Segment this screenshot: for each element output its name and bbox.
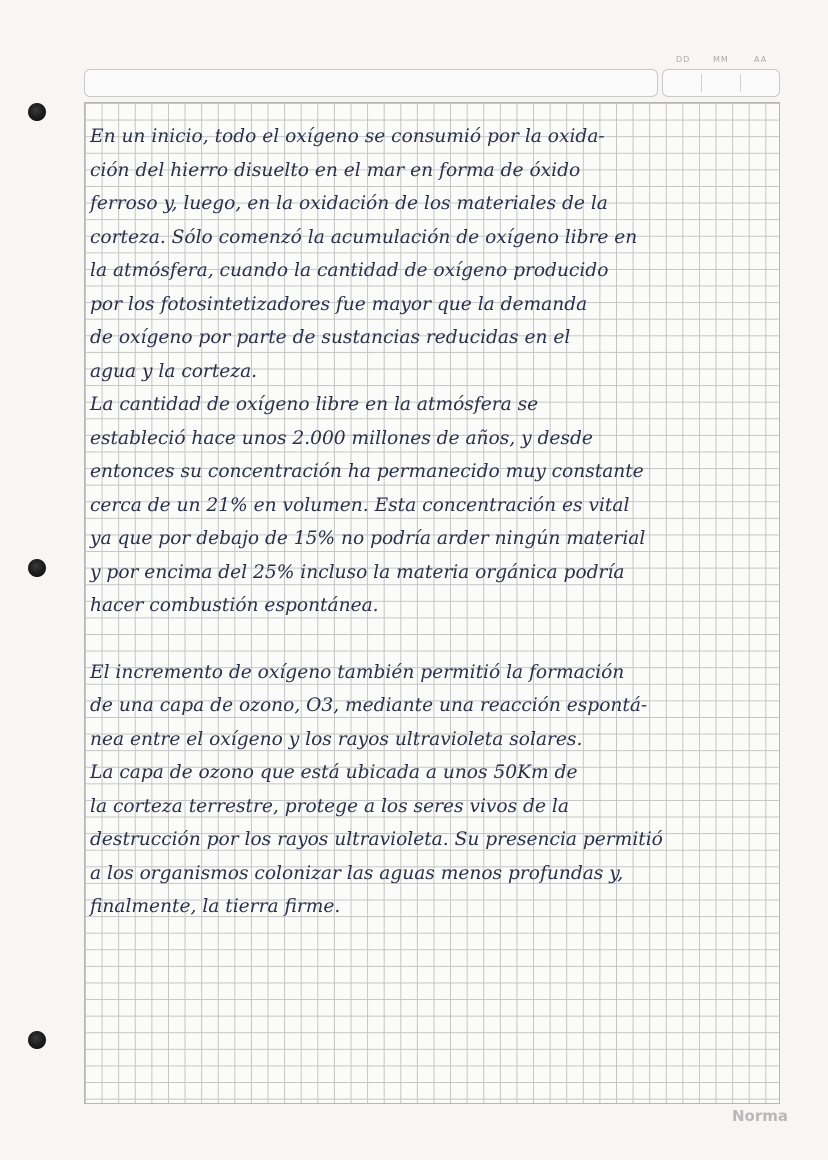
date-year-label: AA — [754, 55, 768, 64]
brand-logo: Norma — [732, 1107, 789, 1125]
text-line: En un inicio, todo el oxígeno se consumió por la oxida- — [90, 126, 605, 147]
text-line: corteza. Sólo comenzó la acumulación de oxígeno libre en — [90, 226, 638, 248]
text-line: hacer combustión espontánea. — [90, 595, 379, 616]
text-line: La cantidad de oxígeno libre en la atmósfera se — [90, 394, 539, 415]
date-box — [662, 69, 780, 97]
text-line: la atmósfera, cuando la cantidad de oxígeno producido — [90, 260, 609, 281]
text-line: la corteza terrestre, protege a los seres vivos de la — [90, 795, 569, 817]
text-line: de oxígeno por parte de sustancias reducidas en el — [90, 327, 571, 348]
text-line: ción del hierro disuelto en el mar en forma de óxido — [90, 159, 581, 181]
text-line: ya que por debajo de 15% no podría arder ningún material — [90, 528, 646, 549]
text-line: ferroso y, luego, en la oxidación de los materiales de la — [90, 193, 608, 214]
text-line: y por encima del 25% incluso la materia orgánica podría — [90, 561, 625, 583]
text-line: nea entre el oxígeno y los rayos ultravioleta solares. — [90, 728, 583, 750]
paragraph-3 — [90, 656, 775, 924]
text-line: cerca de un 21% en volumen. Esta concentración es vital — [90, 494, 630, 516]
text-line: estableció hace unos 2.000 millones de años, y desde — [90, 427, 593, 449]
binder-hole-icon — [28, 1031, 46, 1049]
text-line: finalmente, la tierra firme. — [90, 896, 341, 917]
text-line: destrucción por los rayos ultravioleta. Su presencia permitió — [90, 829, 663, 850]
date-day-label: DD — [676, 55, 691, 64]
binder-hole-icon — [28, 559, 46, 577]
handwritten-text — [90, 120, 775, 924]
date-month-label: MM — [713, 55, 729, 64]
text-line: El incremento de oxígeno también permitió la formación — [90, 661, 625, 683]
text-line: por los fotosintetizadores fue mayor que la demanda — [90, 293, 588, 315]
paragraph-1 — [90, 120, 775, 388]
binder-hole-icon — [28, 103, 46, 121]
header-title-box — [84, 69, 658, 97]
paragraph-2 — [90, 388, 775, 623]
text-line: de una capa de ozono, O3, mediante una reacción espontá- — [90, 695, 648, 716]
text-line: entonces su concentración ha permanecido muy constante — [90, 461, 644, 482]
text-line: a los organismos colonizar las aguas menos profundas y, — [90, 862, 624, 884]
text-line: agua y la corteza. — [90, 360, 258, 382]
text-line: La capa de ozono que está ubicada a unos 50Km de — [90, 762, 578, 783]
